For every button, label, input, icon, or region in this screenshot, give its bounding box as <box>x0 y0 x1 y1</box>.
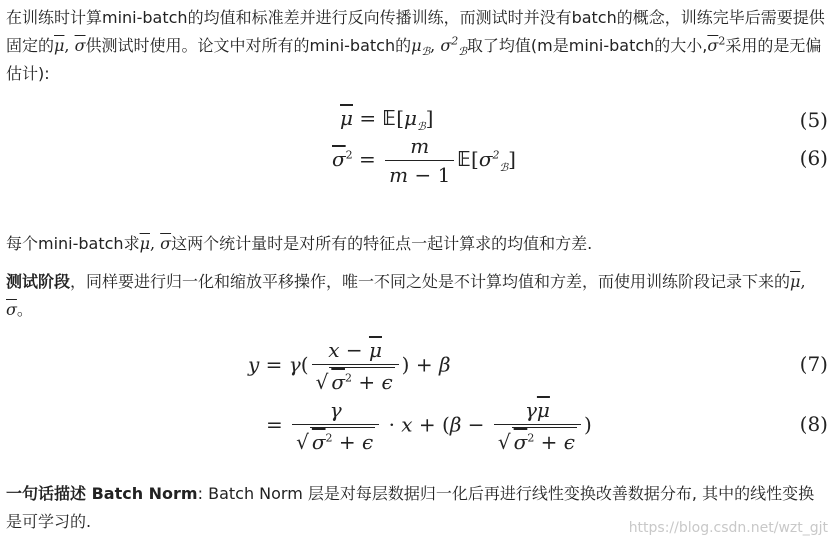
test-phase-label: 测试阶段 <box>6 272 71 291</box>
equation-8: = $\frac{\gamma}{√ \sigma^2 + \epsilon}$ · x + (β − $\frac{\gamma\overline{\mu}}{√ \sigma^2 + \epsilon}$ ) <box>266 398 592 454</box>
summary-label: 一句话描述 Batch Norm <box>6 484 198 503</box>
watermark: https://blog.csdn.net/wzt_gjt <box>628 520 828 536</box>
intro-text-2: 供测试时使用。论文中对所有的mini-batch的 <box>85 36 412 55</box>
sentence-1-prefix: 每个mini-batch求 <box>6 234 140 253</box>
test-phase-paragraph: 测试阶段，同样要进行归一化和缩放平移操作，唯一不同之处是不计算均值和方差，而使用训练阶段记录下来的$\overline{\mu}$, $\overline{\sigma}$。 <box>6 272 806 319</box>
equation-5-number: (5) <box>799 108 828 132</box>
equation-6: $\overline{\sigma}^2$ = $\frac{m}{m - 1}$ $𝔼[\sigma^2_ℬ]$ <box>332 134 516 187</box>
summary-text: : Batch Norm 层是对每层数据归一化后再进行线性变换改善数据分布, 其中的线性变换是可学习的. <box>6 484 815 531</box>
mu-bar-symbol: $\overline{\mu}$ <box>54 36 65 55</box>
mu-b-symbol: $\mu_ℬ$ <box>411 36 431 59</box>
intro-text-4: 采用的是无偏估计): <box>6 36 822 83</box>
intro-paragraph: 在训练时计算mini-batch的均值和标准差并进行反向传播训练，而测试时并没有batch的概念，训练完毕后需要提供固定的$\overline{\mu}$, $\overline{\sigma}$供测试时使用。论文中对所有的mini-batch的$\mu_ℬ$, $\sigma^2_ℬ$取了均值(m是mini-batch的大小$,\overline{\sigma}^2$采用的是无偏估计): <box>6 8 825 83</box>
equation-6-number: (6) <box>799 146 828 170</box>
test-phase-end: 。 <box>16 300 33 319</box>
equation-5: $\overline{\mu}$ = $𝔼[\mu_ℬ]$ <box>340 106 434 133</box>
sigma-b-sq-symbol: $\sigma^2_ℬ$ <box>440 34 467 59</box>
sigma-bar-sq-symbol: $\overline{\sigma}$ <box>707 36 719 55</box>
sentence-1-suffix: 这两个统计量时是对所有的特征点一起计算求的均值和方差. <box>171 234 593 253</box>
sigma-bar-symbol: $\overline{\sigma}$ <box>74 36 86 55</box>
equation-8-number: (8) <box>799 412 828 436</box>
test-phase-text: ，同样要进行归一化和缩放平移操作，唯一不同之处是不计算均值和方差，而使用训练阶段记录下来的 <box>70 272 791 291</box>
intro-text-3: 取了均值(m是mini-batch的大小, <box>466 36 708 55</box>
equation-7-number: (7) <box>799 352 828 376</box>
sentence-1: 每个mini-batch求$\overline{\mu}$, $\overline{\sigma}$这两个统计量时是对所有的特征点一起计算求的均值和方差. <box>6 234 593 253</box>
intro-text-1: 在训练时计算mini-batch的均值和标准差并进行反向传播训练，而测试时并没有batch的概念，训练完毕后需要提供固定的 <box>6 8 825 55</box>
equation-7: y = γ( $\frac{x - \overline{\mu}}{√ \sigma^2 + \epsilon}$ ) + β <box>248 338 451 394</box>
